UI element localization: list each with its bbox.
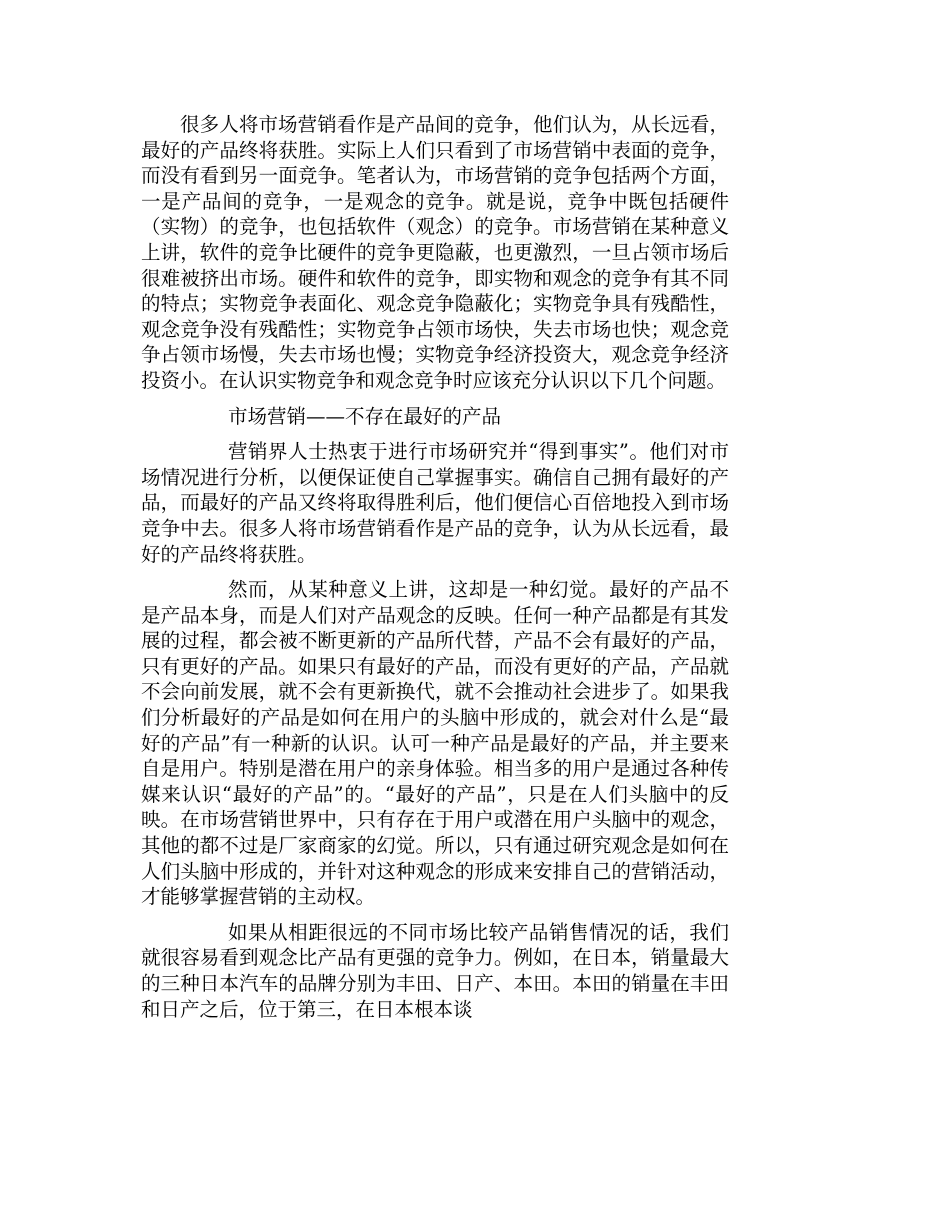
section-heading: 市场营销——不存在最好的产品 — [228, 404, 502, 428]
paragraph-gap — [141, 429, 729, 439]
intro-paragraph: 很多人将市场营销看作是产品间的竞争，他们认为，从长远看，最好的产品终将获胜。实际上人们只看到了市场营销中表面的竞争，而没有看到另一面竞争。笔者认为，市场营销的竞争包括两个方面，一是产品间的竞争，一是观念的竞争。就是说，竞争中既包括硬件（实物）的竞争，也包括软件（观念）的竞争。市场营销在某种意义上讲，软件的竞争比硬件的竞争更隐蔽，也更激烈，一旦占领市场后很难被挤出市场。硬件和软件的竞争，即实物和观念的竞争有其不同的特点；实物竞争表面化、观念竞争隐蔽化；实物竞争具有残酷性，观念竞争没有残酷性；实物竞争占领市场快，失去市场也快；观念竞争占领市场慢，失去市场也慢；实物竞争经济投资大，观念竞争经济投资小。在认识实物竞争和观念竞争时应该充分认识以下几个问题。 — [141, 113, 729, 392]
paragraph-gap — [141, 394, 729, 404]
body-paragraph-2: 然而，从某种意义上讲，这却是一种幻觉。最好的产品不是产品本身，而是人们对产品观念的反映。任何一种产品都是有其发展的过程，都会被不断更新的产品所代替，产品不会有最好的产品，只有更好的产品。如果只有最好的产品，而没有更好的产品，产品就不会向前发展，就不会有更新换代，就不会推动社会进步了。如果我们分析最好的产品是如何在用户的头脑中形成的，就会对什么是“最好的产品”有一种新的认识。认可一种产品是最好的产品，并主要来自是用户。特别是潜在用户的亲身体验。相当多的用户是通过各种传媒来认识“最好的产品”的。“最好的产品”，只是在人们头脑中的反映。在市场营销世界中，只有存在于用户或潜在用户头脑中的观念，其他的都不过是厂家商家的幻觉。所以，只有通过研究观念是如何在人们头脑中形成的，并针对这种观念的形成来安排自己的营销活动，才能够掌握营销的主动权。 — [141, 578, 729, 909]
paragraph-gap — [141, 567, 729, 577]
body-paragraph-1: 营销界人士热衷于进行市场研究并“得到事实”。他们对市场情况进行分析，以便保证使自己掌握事实。确信自己拥有最好的产品，而最好的产品又终将取得胜利后，他们便信心百倍地投入到市场竞争中去。很多人将市场营销看作是产品的竞争，认为从长远看，最好的产品终将获胜。 — [141, 440, 729, 566]
paragraph-gap — [141, 910, 729, 920]
body-paragraph-3: 如果从相距很远的不同市场比较产品销售情况的话，我们就很容易看到观念比产品有更强的竞争力。例如，在日本，销量最大的三种日本汽车的品牌分别为丰田、日产、本田。本田的销量在丰田和日产之后，位于第三，在日本根本谈 — [141, 920, 729, 1021]
document-page — [141, 112, 729, 1022]
